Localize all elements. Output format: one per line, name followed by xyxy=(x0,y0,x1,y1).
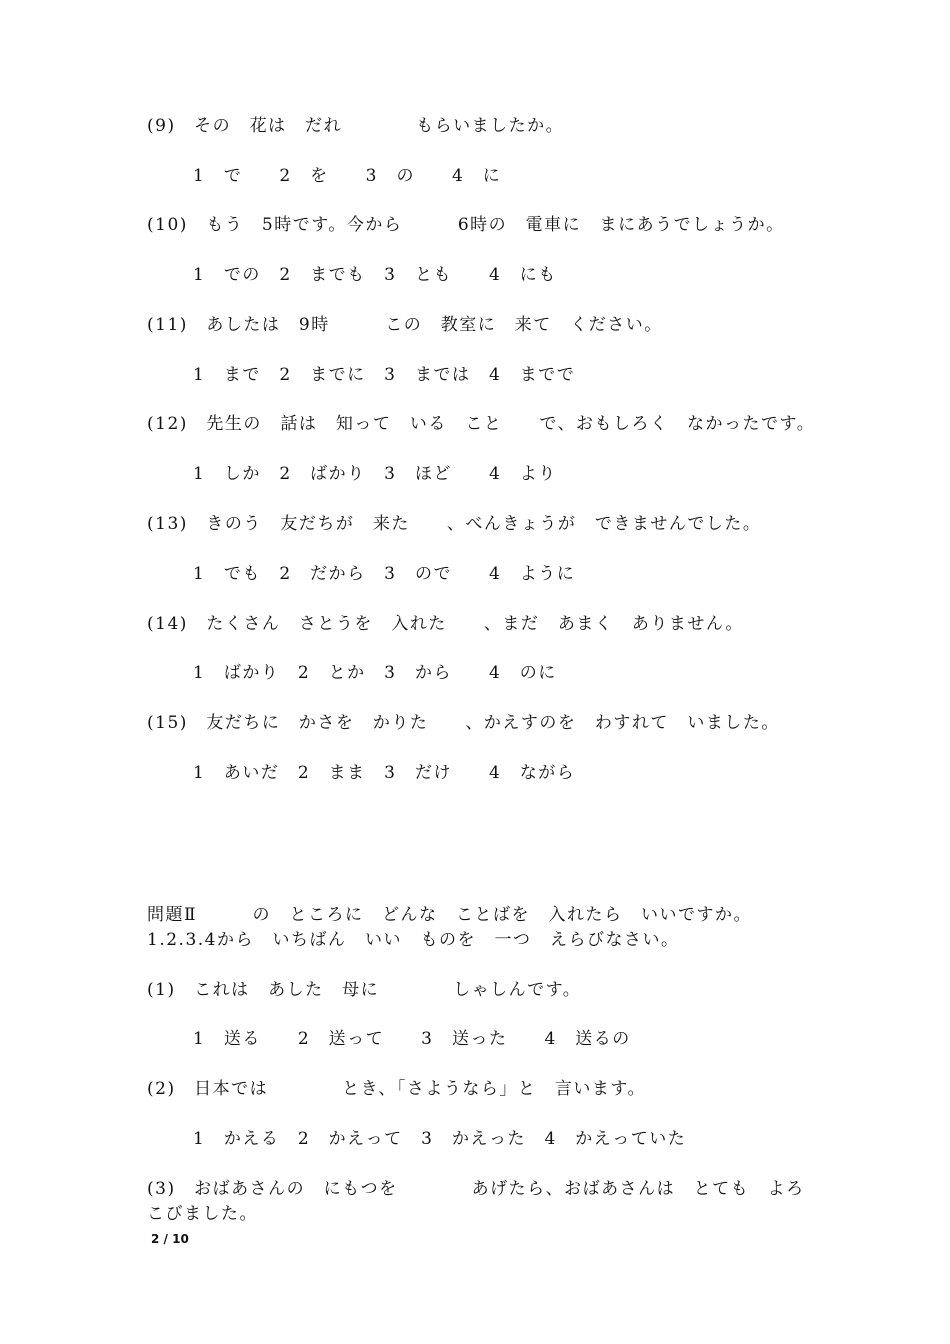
section2-title-line2: 1.2.3.4から いちばん いい ものを 一つ えらびなさい。 xyxy=(147,930,680,950)
section2-question-3-stem-line1: (3) おばあさんの にもつを あげたら、おばあさんは とても よろ xyxy=(147,1179,805,1199)
section2-question-1-options: 1 送る 2 送って 3 送った 4 送るの xyxy=(193,1029,631,1049)
section2-question-2-stem: (2) 日本では とき、「さようなら」と 言います。 xyxy=(147,1079,647,1099)
section2-question-1-stem: (1) これは あした 母に しゃしんです。 xyxy=(147,980,582,1000)
question-11-stem: (11) あしたは 9時 この 教室に 来て ください。 xyxy=(147,315,663,335)
question-13-options: 1 でも 2 だから 3 ので 4 ように xyxy=(193,564,576,584)
question-13-stem: (13) きのう 友だちが 来た 、べんきょうが できませんでした。 xyxy=(147,514,762,534)
question-12-options: 1 しか 2 ばかり 3 ほど 4 より xyxy=(193,464,557,484)
question-14-options: 1 ばかり 2 とか 3 から 4 のに xyxy=(193,663,557,683)
question-15-stem: (15) 友だちに かさを かりた 、かえすのを わすれて いました。 xyxy=(147,713,780,733)
section2-question-2-options: 1 かえる 2 かえって 3 かえった 4 かえっていた xyxy=(193,1129,687,1149)
question-9-stem: (9) その 花は だれ もらいましたか。 xyxy=(147,116,565,136)
question-11-options: 1 まで 2 までに 3 までは 4 までで xyxy=(193,365,576,385)
question-9-options: 1 で 2 を 3 の 4 に xyxy=(193,166,502,186)
page-indicator: 2 / 10 xyxy=(151,1232,189,1246)
question-14-stem: (14) たくさん さとうを 入れた 、まだ あまく ありません。 xyxy=(147,614,744,634)
question-10-options: 1 での 2 までも 3 とも 4 にも xyxy=(193,265,557,285)
question-10-stem: (10) もう 5時です。今から 6時の 電車に まにあうでしょうか。 xyxy=(147,215,785,235)
section2-question-3-stem-line2: こびました。 xyxy=(147,1204,258,1224)
question-15-options: 1 あいだ 2 まま 3 だけ 4 ながら xyxy=(193,763,576,783)
question-12-stem: (12) 先生の 話は 知って いる こと で、おもしろく なかったです。 xyxy=(147,414,816,434)
section2-title-line1: 問題Ⅱ の ところに どんな ことばを 入れたら いいですか。 xyxy=(147,905,753,925)
